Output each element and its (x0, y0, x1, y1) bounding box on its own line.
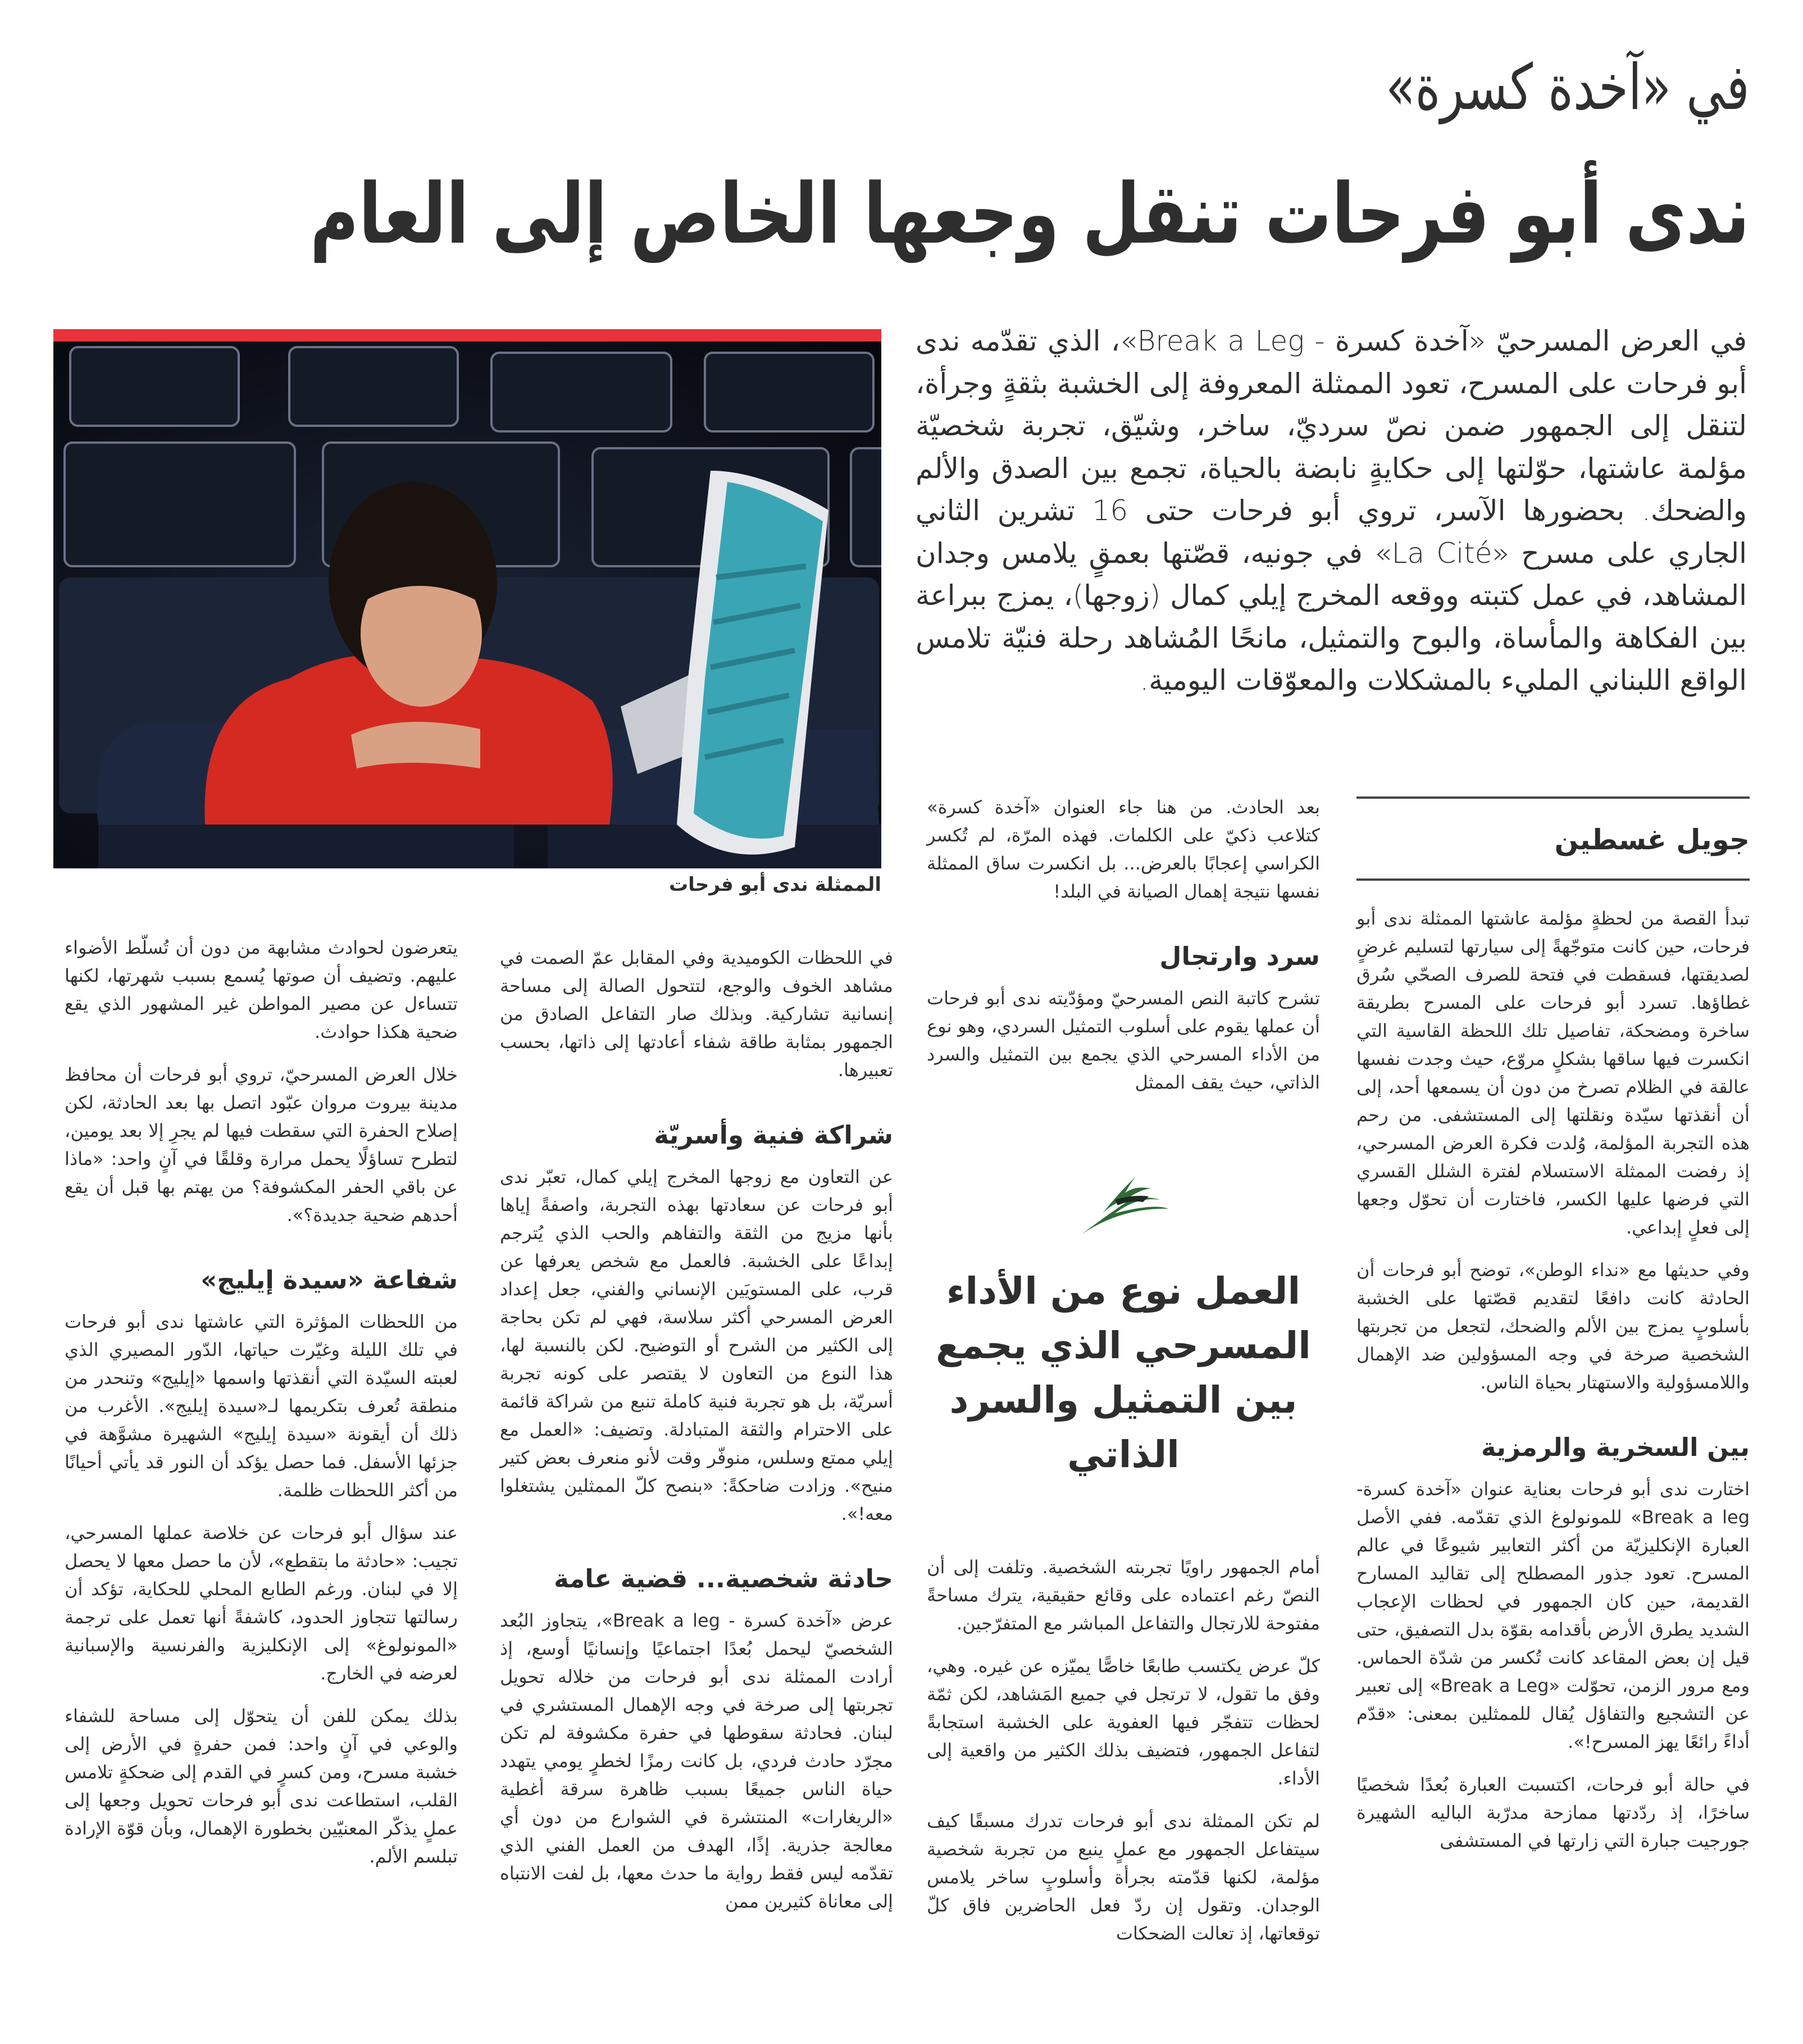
paragraph: من اللحظات المؤثرة التي عاشتها ندى أبو فرحات في تلك الليلة وغيّرت حياتها، الدّور المصيري الذي لعبته السيّدة التي أنقذتها واسمها «إيليج» وتنحدر من منطقة تُعرف بتكريمها لـ«سيدة إيليج». الأغرب من ذلك أن أيقونة «سيدة إيليج» الشهيرة مشوَّهة في جزئها الأسفل. فما حصل يؤكد أن النور قد يأتي أحيانًا من أكثر اللحظات ظلمة. (65, 1311, 458, 1501)
cedar-icon (1076, 1174, 1171, 1236)
byline-rule-bottom (1356, 878, 1750, 881)
paragraph: تشرح كاتبة النص المسرحيّ ومؤدّيته ندى أبو فرحات أن عملها يقوم على أسلوب التمثيل السردي، وهو نوع من الأداء المسرحي الذي يجمع بين التمثيل والسرد الذاتي، حيث يقف الممثل (927, 987, 1320, 1093)
paragraph: بذلك يمكن للفن أن يتحوّل إلى مساحة للشفاء والوعي في آنٍ واحد: فمن حفرةٍ في الأرض إلى خشبة مسرح، ومن كسرٍ في القدم إلى ضحكةٍ تلامس القلب، استطاعت ندى أبو فرحات تحويل وجعها إلى عملٍ يذكّر المعنيّين بخطورة الإهمال، وبأن قوّة الإرادة تبلسم الألم. (65, 1705, 458, 1867)
column-3 (500, 944, 893, 1930)
author-byline: جويل غسطين (1554, 823, 1750, 856)
paragraph: وفي حديثها مع «نداء الوطن»، توضح أبو فرحات أن الحادثة كانت دافعًا لتقديم قصّتها على الخشبة بأسلوبٍ يمزج بين الألم والضحك، لتجعل من تجربتها الشخصية صرخة في وجه المسؤولين ضد الإهمال واللامسؤولية والاستهتار بحياة الناس. (1356, 1259, 1750, 1393)
paragraph: في اللحظات الكوميدية وفي المقابل عمّ الصمت في مشاهد الخوف والوجع، لتتحول الصالة إلى مساحة إنسانية تشاركية. وبذلك صار التفاعل الصادق من الجمهور بمثابة طاقة شفاء أعادتها إلى ذاتها، بحسب تعبيرها. (500, 947, 893, 1081)
subheading: بين السخرية والرمزية (1481, 1432, 1750, 1462)
paragraph: تبدأ القصة من لحظةٍ مؤلمة عاشتها الممثلة ندى أبو فرحات، حين كانت متوجّهةً إلى سيارتها لتسليم غرضٍ لصديقتها، فسقطت في فتحة للصرف الصحّي سُرق غطاؤها. تسرد أبو فرحات على المسرح بطريقة ساخرة ومضحكة، تفاصيل تلك اللحظة القاسية التي انكسرت فيها ساقها بشكلٍ مروّع، حيث وجدت نفسها عالقة في الظلام تصرخ من دون أن يسمعها أحد، إلى أن أنقذتها سيّدة ونقلتها إلى المستشفى. من رحم هذه التجربة المؤلمة، وُلدت فكرة العرض المسرحي، إذ رفضت الممثلة الاستسلام لفترة الشلل القسري التي فرضها عليها الكسر، فاختارت أن تحوّل وجعها إلى فعلٍ إبداعي. (1356, 908, 1750, 1238)
subheading: شفاعة «سيدة إيليج» (201, 1265, 458, 1295)
paragraph: عرض «آخدة كسرة - Break a leg»، يتجاوز البُعد الشخصيّ ليحمل بُعدًا اجتماعيًا وإنسانيًا أوسع، إذ أرادت الممثلة ندى أبو فرحات من خلاله تحويل تجربتها إلى صرخة في وجه الإهمال المستشري في لبنان. فحادثة سقوطها في حفرة مكشوفة لم تكن مجرّد حادث فردي، بل كانت رمزًا لخطرٍ يومي يتهدد حياة الناس جميعًا بسبب ظاهرة سرقة أغطية «الريغارات» المنتشرة في الشوارع من دون أي معالجة جذرية. إذًا، الهدف من العمل الفني الذي تقدّمه ليس فقط رواية ما حدث معها، بل لفت الانتباه إلى معاناة كثيرين ممن (500, 1610, 894, 1912)
article-headline: ندى أبو فرحات تنقل وجعها الخاص إلى العام (309, 166, 1750, 262)
paragraph: في حالة أبو فرحات، اكتسبت العبارة بُعدًا شخصيًا ساخرًا، إذ ردّدتها ممازحة مدرّبة الباليه الشهيرة جورجيت جبارة التي زارتها في المستشفى (1356, 1774, 1750, 1851)
paragraph: أمام الجمهور راويًا تجربته الشخصية. وتلفت إلى أن النصّ رغم اعتماده على وقائع حقيقية، يترك مساحةً مفتوحة للارتجال والتفاعل المباشر مع المتفرّجين. (927, 1556, 1320, 1634)
paragraph: لم تكن الممثلة ندى أبو فرحات تدرك مسبقًا كيف سيتفاعل الجمهور مع عملٍ ينبع من تجربة شخصية مؤلمة، لكنها قدّمته بجرأة وأسلوبٍ ساخر يلامس الوجدان. وتقول إن ردّ فعل الحاضرين فاق كلّ توقعاتها، إذ تعالت الضحكات (927, 1810, 1320, 1944)
paragraph: عند سؤال أبو فرحات عن خلاصة عملها المسرحي، تجيب: «حادثة ما بتقطع»، لأن ما حصل معها لا يحصل إلا في لبنان. ورغم الطابع المحلي للحكاية، تؤكد أن رسالتها تتجاوز الحدود، كاشفةً أنها تعمل على ترجمة «المونولوغ» إلى الإنكليزية والفرنسية والإسبانية لعرضه في الخارج. (65, 1522, 458, 1684)
paragraph: اختارت ندى أبو فرحات بعناية عنوان «آخدة كسرة- Break a leg» للمونولوغ الذي تقدّمه. ففي الأصل العبارة الإنكليزيّة من أكثر التعابير شيوعًا في عالم المسرح. تعود جذور المصطلح إلى تقاليد المسارح القديمة، حين كان الجمهور في لحظات الإعجاب الشديد يطرق الأرض بأقدامه بقوّة بدل التصفيق، حتى قيل إن بعض المقاعد كانت تُكسر من شدّة الحماس. ومع مرور الزمن، تحوّلت «Break a Leg» إلى تعبير عن التشجيع والتفاؤل يُقال للممثلين بمعنى: «قدّم أداءً رائعًا يهز المسرح!». (1356, 1478, 1750, 1752)
column-2-continued (927, 1553, 1320, 1962)
byline-block (1356, 796, 1750, 881)
photo-illustration (53, 342, 881, 868)
paragraph: كلّ عرض يكتسب طابعًا خاصًّا يميّزه عن غيره. وهي، وفق ما تقول، لا ترتجل في جميع المَشاهد، لكن ثمّة لحظات تتفجّر فيها العفوية على الخشبة استجابةً لتفاعل الجمهور، فتضيف بذلك الكثير من واقعية إلى الأداء. (927, 1655, 1320, 1789)
pull-quote-text: العمل نوع من الأداء المسرحي الذي يجمع بين التمثيل والسرد الذاتي (936, 1269, 1311, 1476)
article-kicker: في «آخدة كسرة» (1386, 51, 1750, 124)
photo-caption: الممثلة ندى أبو فرحات (668, 873, 881, 896)
subheading: حادثة شخصية... قضية عامة (554, 1564, 893, 1594)
column-1 (1356, 904, 1750, 1869)
article-lead: في العرض المسرحيّ «آخدة كسرة - Break a Leg»، الذي تقدّمه ندى أبو فرحات على المسرح، تعود الممثلة المعروفة إلى الخشبة بثقةٍ وجرأة، لتنقل إلى الجمهور ضمن نصّ سرديّ، ساخر، وشيّق، تجربة شخصيّة مؤلمة عاشتها، حوّلتها إلى حكايةٍ نابضة بالحياة، تجمع بين الصدق والألم والضحك. بحضورها الآسر، تروي أبو فرحات حتى 16 تشرين الثاني الجاري على مسرح «La Cité» في جونيه، قصّتها بعمقٍ يلامس وجدان المشاهد، في عمل كتبته ووقعه المخرج إيلي كمال (زوجها)، يمزج ببراعة بين الفكاهة والمأساة، والبوح والتمثيل، مانحًا المُشاهد رحلة فنيّة تلامس الواقع اللبناني المليء بالمشكلات والمعوّقات اليومية. (916, 325, 1747, 696)
subheading: شراكة فنية وأسريّة (654, 1120, 893, 1150)
column-4 (65, 934, 458, 1885)
photo-accent-bar (53, 329, 881, 342)
paragraph: خلال العرض المسرحيّ، تروي أبو فرحات أن محافظ مدينة بيروت مروان عبّود اتصل بها بعد الحادثة، لكن إصلاح الحفرة التي سقطت فيها لم يجرِ إلا بعد يومين، لتطرح تساؤلًا يحمل مرارة وقلقًا في آنٍ واحد: «ماذا عن باقي الحفر المكشوفة؟ من يهتم بها قبل أن يقع أحدهم ضحية جديدة؟». (65, 1064, 458, 1226)
paragraph: عن التعاون مع زوجها المخرج إيلي كمال، تعبّر ندى أبو فرحات عن سعادتها بهذه التجربة، واصفةً إياها بأنها مزيج من الثقة والتفاهم والحب الذي يُترجم إبداعًا على الخشبة. فالعمل مع شخص يعرفها عن قرب، على المستويَين الإنساني والفني، جعل إعداد العرض المسرحي أكثر سلاسة، فهي لم تكن بحاجة إلى الكثير من الشرح أو التوضيح. لكن بالنسبة لها، هذا النوع من التعاون لا يقتصر على كونه تجربة أسريّة، بل هو تجربة فنية كاملة تنبع من شراكة قائمة على الاحترام والثقة المتبادلة. وتضيف: «العمل مع إيلي ممتع وسلس، منوفّر وقت لأنو منعرف بعض كتير منيح». وزادت ضاحكةً: «بنصح كلّ الممثلين يشتغلوا معه!». (500, 1166, 893, 1524)
photo-image (53, 342, 881, 868)
paragraph: يتعرضون لحوادث مشابهة من دون أن تُسلّط الأضواء عليهم. وتضيف أن صوتها يُسمع بسبب شهرتها، لكنها تتساءل عن مصير المواطن غير المشهور الذي يقع ضحية هكذا حوادث. (65, 937, 458, 1043)
subheading: سرد وارتجال (1159, 941, 1320, 971)
pull-quote (927, 1174, 1320, 1482)
article-photo (53, 329, 881, 868)
column-2 (927, 793, 1320, 1111)
paragraph: بعد الحادث. من هنا جاء العنوان «آخدة كسرة» كتلاعب ذكيّ على الكلمات. فهذه المرّة، لم تُكسر الكراسي إعجابًا بالعرض... بل انكسرت ساق الممثلة نفسها نتيجة إهمال الصيانة في البلد! (927, 796, 1320, 902)
